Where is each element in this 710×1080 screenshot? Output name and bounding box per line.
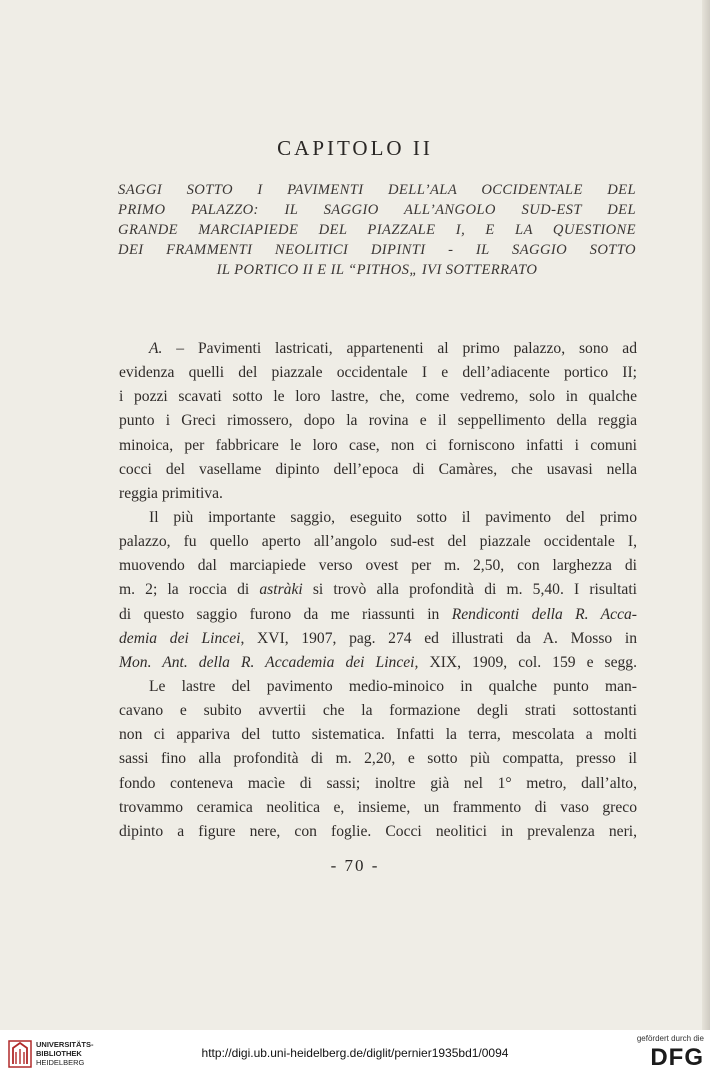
chapter-title: CAPITOLO II: [277, 136, 433, 160]
source-url-link[interactable]: http://digi.ub.uni-heidelberg.de/diglit/pernier1935bd1/0094: [201, 1046, 509, 1060]
text-line: i pozzi scavati sotto le loro lastre, che, come vedremo, solo in qualche: [119, 388, 637, 406]
text-line: Le lastre del pavimento medio-minoico in qualche punto man-: [149, 677, 637, 695]
text-line: Il più importante saggio, eseguito sotto il pavimento del primo: [149, 508, 637, 526]
text-line: muovendo dal marciapiede verso ovest per m. 2,50, con larghezza di: [119, 557, 637, 575]
body-text: [119, 337, 637, 844]
subtitle-line: DEI FRAMMENTI NEOLITICI DIPINTI - IL SAGGIO SOTTO: [118, 242, 636, 258]
page-number: - 70 -: [330, 856, 380, 875]
subtitle-line: GRANDE MARCIAPIEDE DEL PIAZZALE I, E LA QUESTIONE: [118, 222, 636, 238]
subtitle-line: SAGGI SOTTO I PAVIMENTI DELL’ALA OCCIDENTALE DEL: [118, 182, 636, 198]
text-line: punto i Greci rimossero, dopo la rovina e il seppellimento della reggia: [119, 412, 637, 430]
text-line: trovammo ceramica neolitica e, insieme, un frammento di vaso greco: [119, 798, 637, 816]
text-line: minoica, per fabbricare le loro case, non ci forniscono infatti i comuni: [119, 436, 637, 454]
text-line: dipinto a figure nere, con foglie. Cocci neolitici in prevalenza neri,: [119, 822, 637, 840]
text-line: cavano e subito avvertii che la formazione degli strati sottostanti: [119, 702, 637, 720]
section-letter: A.: [149, 340, 163, 357]
subtitle-line: IL PORTICO II E IL “PITHOS„ IVI SOTTERRATO: [216, 262, 538, 278]
text-line: cocci del vasellame dipinto dell’epoca di Camàres, che usavasi nella: [119, 460, 637, 478]
text-line: di questo saggio furono da me riassunti in Rendiconti della R. Acca-: [119, 605, 637, 623]
text-line: m. 2; la roccia di astràki si trovò alla profondità di m. 5,40. I risultati: [119, 581, 637, 599]
dfg-wordmark: DFG: [650, 1044, 704, 1071]
chapter-subtitle: [118, 180, 636, 280]
text-line: palazzo, fu quello aperto all’angolo sud-est del piazzale occidentale I,: [119, 533, 637, 551]
text-line: fondo conteneva macìe di sassi; inoltre già nel 1° metro, dall’alto,: [119, 774, 637, 792]
subtitle-line: PRIMO PALAZZO: IL SAGGIO ALL’ANGOLO SUD-EST DEL: [118, 202, 636, 218]
text-line: non ci appariva del tutto sistematica. Infatti la terra, mescolata a molti: [119, 726, 637, 744]
dfg-caption: gefördert durch die: [636, 1034, 704, 1043]
text-line: A. – Pavimenti lastricati, appartenenti al primo palazzo, sono ad: [149, 340, 637, 357]
text-line: sassi fino alla profondità di m. 2,20, e sotto più compatta, presso il: [119, 750, 637, 768]
text-line: evidenza quelli del piazzale occidentale I e dell’adiacente portico II;: [119, 364, 637, 382]
library-name: UNIVERSITÄTS- BIBLIOTHEK HEIDELBERG: [36, 1040, 94, 1067]
text-line: Mon. Ant. della R. Accademia dei Lincei, XIX, 1909, col. 159 e segg.: [119, 653, 637, 671]
text-line: demia dei Lincei, XVI, 1907, pag. 274 ed illustrati da A. Mosso in: [119, 629, 638, 647]
dfg-funding-logo[interactable]: [624, 1034, 704, 1078]
text-line: reggia primitiva.: [119, 484, 223, 502]
